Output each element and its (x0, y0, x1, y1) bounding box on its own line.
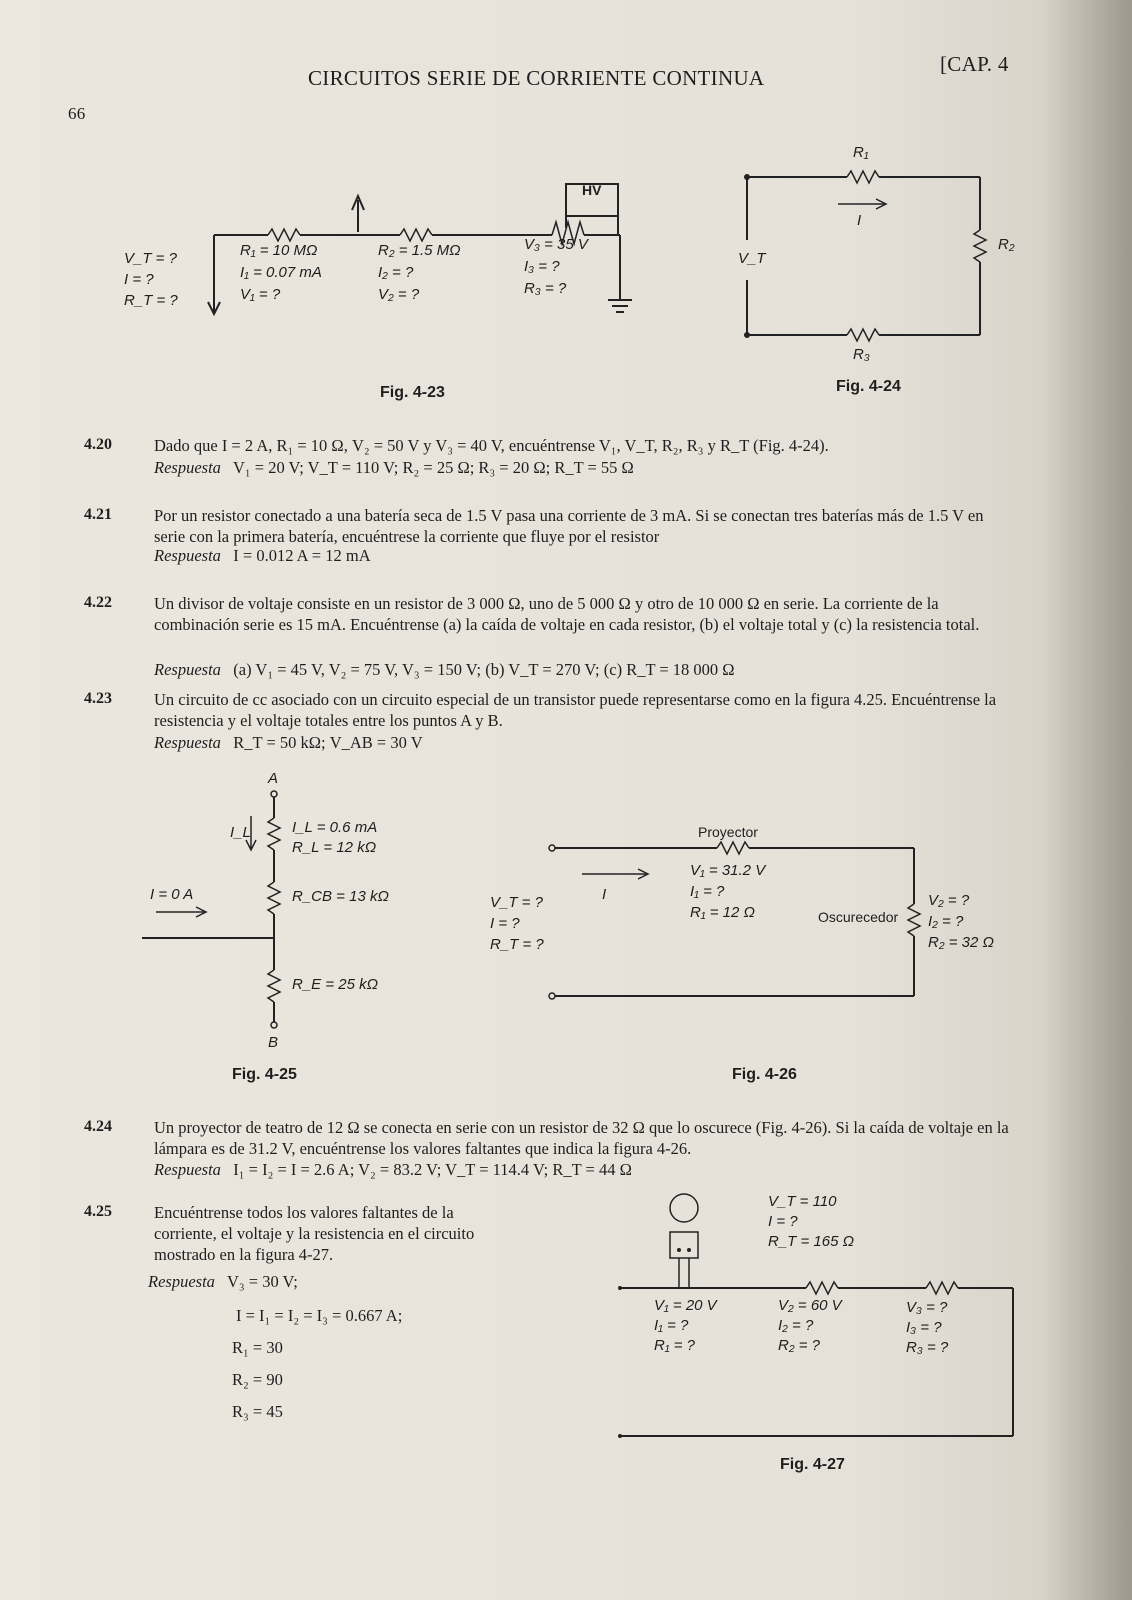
fig27-v2: V₂ = 60 V (778, 1297, 842, 1314)
fig23-r1-labels (240, 240, 322, 306)
problem-response (154, 733, 994, 753)
fig24-r2-label: R₂ (998, 236, 1015, 253)
fig25-i-zero: I = 0 A (150, 886, 194, 903)
fig24-r3-label: R₃ (853, 346, 870, 363)
fig23-v3: V₃ = 35 V (524, 236, 588, 253)
fig27-r3-resistor (926, 1282, 958, 1294)
fig27-r3-labels (906, 1298, 948, 1358)
fig27-r1-labels (654, 1296, 717, 1356)
problem-number: 4.24 (84, 1118, 112, 1135)
response-label: Respuesta (154, 660, 221, 679)
fig26-vt: V_T = ? (490, 894, 543, 911)
problem-number: 4.23 (84, 690, 112, 707)
fig27-caption: Fig. 4-27 (780, 1456, 845, 1473)
fig-4-25-diagram (142, 791, 280, 1028)
response-label: Respuesta (154, 458, 221, 477)
fig27-r2-resistor (806, 1282, 838, 1294)
problem-number: 4.25 (84, 1203, 112, 1220)
response-v3: V₃ = 30 V; (226, 1272, 298, 1291)
fig23-caption: Fig. 4-23 (380, 384, 445, 401)
fig26-current-label: I (602, 886, 607, 903)
fig27-source-labels (768, 1192, 854, 1252)
problem-response (154, 546, 994, 566)
fig26-r2-resistor (908, 904, 920, 936)
problem-number: 4.20 (84, 436, 112, 453)
fig23-i2: I₂ = ? (378, 264, 414, 281)
fig24-r2-resistor (974, 230, 986, 262)
fig24-r1-resistor (847, 171, 879, 183)
fig27-v3: V₃ = ? (906, 1299, 948, 1316)
fig26-oscurecedor-label: Oscurecedor (818, 909, 899, 925)
fig23-hv-label: HV (582, 182, 602, 198)
problem-response (154, 660, 1004, 680)
fig27-i: I = ? (768, 1213, 798, 1230)
fig27-i1: I₁ = ? (654, 1317, 689, 1334)
fig26-i2: I₂ = ? (928, 913, 964, 930)
fig27-i2: I₂ = ? (778, 1317, 814, 1334)
fig23-r3: R₃ = ? (524, 280, 567, 297)
fig-4-24-diagram (744, 171, 986, 341)
response-value: R_T = 50 kΩ; V_AB = 30 V (233, 733, 423, 752)
problem-text: Dado que I = 2 A, R₁ = 10 Ω, V₂ = 50 V y V₃ = 40 V, encuéntrense V₁, V_T, R₂, R₃ y R_T (Fig. 4-24). (154, 436, 829, 455)
fig27-v1: V₁ = 20 V (654, 1297, 717, 1314)
fig27-vt: V_T = 110 (768, 1193, 837, 1210)
fig25-rl-labels (292, 818, 377, 858)
fig25-caption: Fig. 4-25 (232, 1066, 297, 1083)
fig24-r1-label: R₁ (853, 144, 869, 161)
problem-response (148, 1272, 298, 1292)
fig24-vt-label: V_T (738, 250, 766, 267)
fig27-rt: R_T = 165 Ω (768, 1233, 855, 1250)
fig25-re-resistor (268, 970, 280, 1002)
fig25-rl-resistor (268, 818, 280, 850)
fig26-r1-resistor (717, 842, 749, 854)
fig23-rt: R_T = ? (124, 292, 178, 309)
problem-text: Encuéntrense todos los valores faltantes de la corriente, el voltaje y la resistencia en el circuito mostrado en la figura 4-27. (154, 1203, 475, 1264)
response-r3: R₃ = 45 (232, 1402, 283, 1421)
fig23-r2: R₂ = 1.5 MΩ (378, 242, 461, 259)
fig26-r2: R₂ = 32 Ω (928, 934, 994, 951)
fig23-v2: V₂ = ? (378, 286, 420, 303)
fig24-current-label: I (857, 212, 862, 229)
fig26-rt: R_T = ? (490, 936, 544, 953)
fig25-il-arrow-label: I_L (230, 824, 251, 841)
response-label: Respuesta (154, 1160, 221, 1179)
fig25-point-b: B (268, 1034, 279, 1051)
fig27-r1: R₁ = ? (654, 1337, 696, 1354)
response-label: Respuesta (154, 733, 221, 752)
fig27-r2-labels (778, 1296, 842, 1356)
problem-text: Un circuito de cc asociado con un circuito especial de un transistor puede representarse como en la figura 4.25. Encuéntrense la resistencia y el voltaje totales entre los puntos A y B. (154, 690, 997, 730)
fig26-v1: V₁ = 31.2 V (690, 862, 766, 879)
fig23-vt: V_T = ? (124, 250, 177, 267)
fig23-r3-labels (524, 234, 588, 300)
problem-text: Un divisor de voltaje consiste en un resistor de 3 000 Ω, uno de 5 000 Ω y otro de 10 000 Ω en serie. La corriente de la combinación serie es 15 mA. Encuéntrense (a) la caída de voltaje en cada resistor, (b) el voltaje total y (c) la resistencia total. (154, 594, 980, 634)
fig26-r2-labels (928, 890, 994, 953)
fig25-rcb: R_CB = 13 kΩ (292, 888, 389, 905)
fig23-r1: R₁ = 10 MΩ (240, 242, 318, 259)
fig26-proyector-label: Proyector (698, 824, 758, 840)
fig27-r2: R₂ = ? (778, 1337, 820, 1354)
fig23-source-labels (124, 248, 178, 311)
fig23-i3: I₃ = ? (524, 258, 560, 275)
response-r2: R₂ = 90 (232, 1370, 283, 1389)
fig23-i: I = ? (124, 271, 154, 288)
fig24-caption: Fig. 4-24 (836, 378, 901, 395)
fig25-rl: R_L = 12 kΩ (292, 839, 377, 856)
problem-response (154, 458, 994, 478)
fig26-r1: R₁ = 12 Ω (690, 904, 755, 921)
page-title: CIRCUITOS SERIE DE CORRIENTE CONTINUA (308, 66, 765, 90)
fig24-r3-resistor (847, 329, 879, 341)
fig26-i1: I₁ = ? (690, 883, 725, 900)
fig25-point-a: A (268, 770, 279, 787)
response-label: Respuesta (154, 546, 221, 565)
fig25-il: I_L = 0.6 mA (292, 819, 378, 836)
lamp-bulb (670, 1194, 698, 1222)
response-value: (a) V₁ = 45 V, V₂ = 75 V, V₃ = 150 V; (b) V_T = 270 V; (c) R_T = 18 000 Ω (233, 660, 735, 679)
fig26-source-labels (490, 892, 544, 955)
response-r1: R₁ = 30 (232, 1338, 283, 1357)
fig26-r1-labels (690, 860, 765, 923)
fig26-caption: Fig. 4-26 (732, 1066, 797, 1083)
fig23-r2-labels (378, 240, 461, 306)
fig25-re: R_E = 25 kΩ (292, 976, 379, 993)
response-label: Respuesta (148, 1272, 215, 1291)
fig27-i3: I₃ = ? (906, 1319, 942, 1336)
response-value: V₁ = 20 V; V_T = 110 V; R₂ = 25 Ω; R₃ = 20 Ω; R_T = 55 Ω (232, 458, 634, 477)
fig23-v1: V₁ = ? (240, 286, 281, 303)
page-number: 66 (68, 104, 86, 123)
problem-number: 4.21 (84, 506, 112, 523)
fig25-rcb-resistor (268, 882, 280, 914)
problem-text: Un proyector de teatro de 12 Ω se conecta en serie con un resistor de 32 Ω que lo oscurece (Fig. 4-26). Si la caída de voltaje en la lámpara es de 31.2 V, encuéntrense los valores faltantes que indica la figura 4-26. (154, 1118, 1009, 1158)
problem-text: Por un resistor conectado a una batería seca de 1.5 V pasa una corriente de 3 mA. Si se conectan tres baterías más de 1.5 V en serie con la primera batería, encuéntrese la corriente que fluye por el resistor (154, 506, 984, 546)
fig26-i: I = ? (490, 915, 520, 932)
fig27-r3: R₃ = ? (906, 1339, 949, 1356)
problem-number: 4.22 (84, 594, 112, 611)
response-currents: I = I₁ = I₂ = I₃ = 0.667 A; (236, 1306, 403, 1325)
fig26-v2: V₂ = ? (928, 892, 970, 909)
chapter-label: [CAP. 4 (940, 52, 1009, 76)
problem-response (154, 1160, 1014, 1180)
fig23-i1: I₁ = 0.07 mA (240, 264, 322, 281)
response-value: I = 0.012 A = 12 mA (233, 546, 371, 565)
response-value: I₁ = I₂ = I = 2.6 A; V₂ = 83.2 V; V_T = 114.4 V; R_T = 44 Ω (233, 1160, 632, 1179)
